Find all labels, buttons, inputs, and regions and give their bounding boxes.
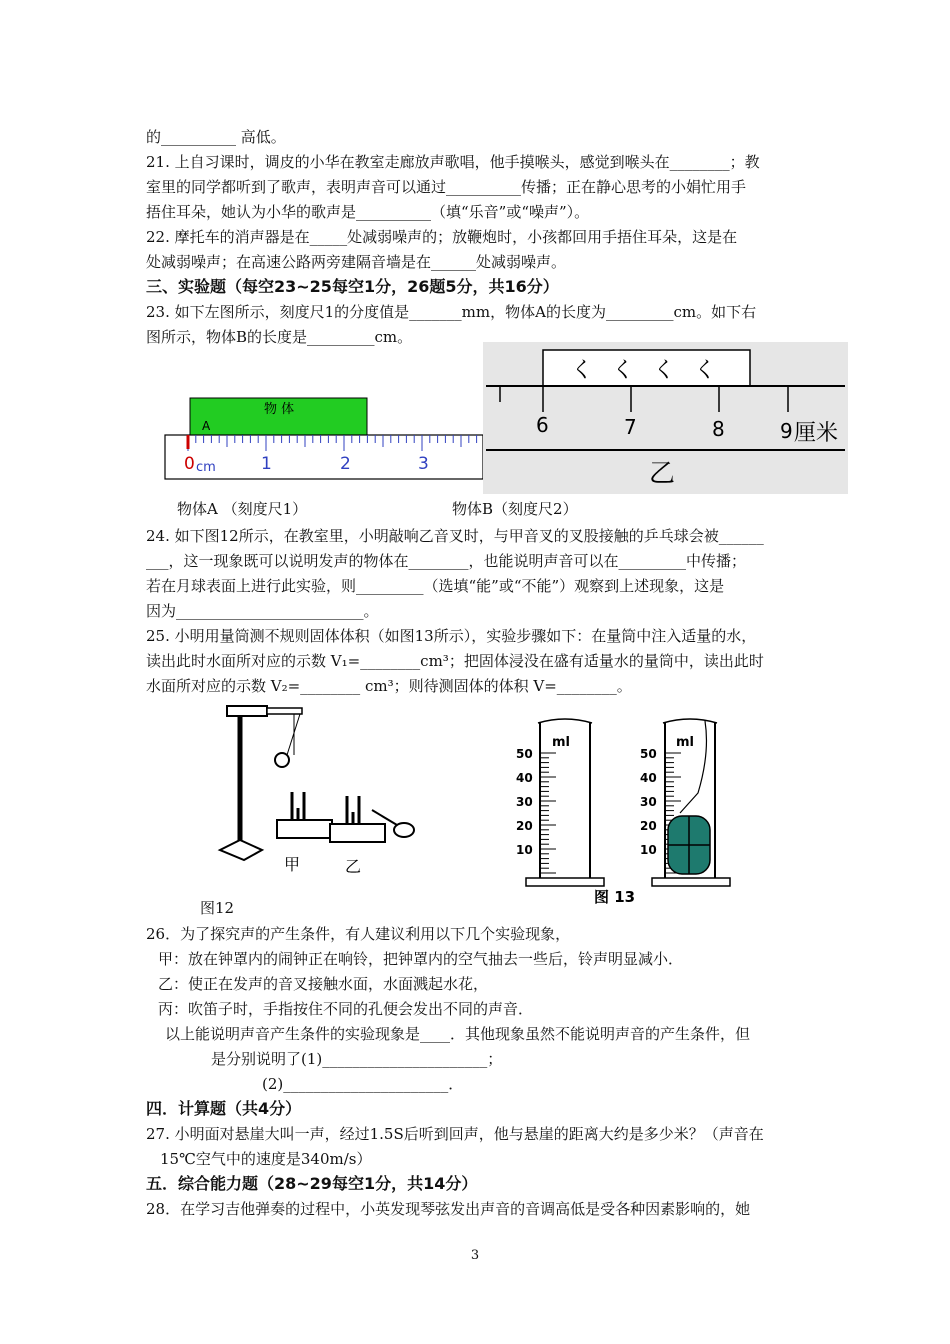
fig12-tuning-forks [212, 700, 422, 895]
q21-line3: 捂住耳朵，她认为小华的歌声是__________（填“乐音”或“噪声”）。 [146, 203, 590, 221]
svg-text:40: 40 [516, 771, 533, 785]
q28-line1: 28．在学习吉他弹奏的过程中，小英发现琴弦发出声音的音调高低是受各种因素影响的，她 [146, 1200, 751, 1218]
ruler1-tick-0: 0 [184, 454, 195, 474]
q24-line2: ___，这一现象既可以说明发声的物体在________，也能说明声音可以在_________中传播； [146, 552, 747, 570]
fig12-jia: 甲 [284, 855, 301, 874]
q24-line4: 因为_________________________。 [146, 602, 379, 620]
q23-line2: 图所示，物体B的长度是_________cm。 [146, 328, 413, 346]
ruler2-yi: 乙 [649, 459, 676, 489]
q26-bing: 丙：吹笛子时，手指按住不同的孔便会发出不同的声音． [158, 1000, 534, 1018]
q23-line1: 23. 如下左图所示，刻度尺1的分度值是_______mm，物体A的长度为_________cm。如下右 [146, 303, 757, 321]
ruler1-caption: 物体A （刻度尺1） [177, 500, 308, 518]
q25-line2: 读出此时水面所对应的示数 V₁=________cm³；把固体浸没在盛有适量水的量筒中，读出此时 [146, 652, 764, 670]
q21-line1: 21. 上自习课时，调皮的小华在教室走廊放声歌唱，他手摸喉头，感觉到喉头在________；教 [146, 153, 760, 171]
ruler2-tick-6: 6 [536, 413, 549, 437]
q26-line6: 是分别说明了(1)______________________； [211, 1050, 503, 1068]
svg-text:40: 40 [640, 771, 657, 785]
page-number: 3 [470, 1248, 480, 1263]
q24-line1: 24. 如下图12所示，在教室里，小明敲响乙音叉时，与甲音叉的叉股接触的乒乓球会被______ [146, 527, 764, 545]
section5-heading: 五．综合能力题（28~29每空1分，共14分） [146, 1174, 478, 1193]
left-unit: ml [552, 735, 571, 750]
a-mark: A [202, 419, 211, 433]
svg-text:50: 50 [516, 747, 533, 761]
object-a-label: 物 体 [264, 402, 295, 417]
q20-tail: 的__________ 高低。 [146, 128, 286, 146]
ruler1-tick-3: 3 [418, 454, 429, 474]
q21-line2: 室里的同学都听到了歌声，表明声音可以通过__________传播；正在静心思考的小娟忙用手 [146, 178, 747, 196]
q22-line1: 22. 摩托车的消声器是在_____处减弱噪声的；放鞭炮时，小孩都回用手捂住耳朵，这是在 [146, 228, 738, 246]
q26-line1: 26．为了探究声的产生条件，有人建议利用以下几个实验现象， [146, 925, 571, 943]
q26-line7: (2)______________________． [262, 1075, 464, 1093]
ruler1-unit: cm [196, 460, 216, 475]
ruler1-figure [160, 395, 485, 485]
q26-line5: 以上能说明声音产生条件的实验现象是____．其他现象虽然不能说明声音的产生条件，但 [165, 1025, 751, 1043]
fig12-caption: 图12 [200, 899, 235, 917]
svg-text:30: 30 [516, 795, 533, 809]
svg-text:10: 10 [640, 843, 657, 857]
section3-heading: 三、实验题（每空23~25每空1分，26题5分，共16分） [146, 277, 559, 296]
q26-yi: 乙：使正在发声的音叉接触水面，水面溅起水花， [158, 975, 489, 993]
section4-heading: 四．计算题（共4分） [146, 1099, 302, 1118]
right-unit: ml [676, 735, 695, 750]
q26-jia: 甲：放在钟罩内的闹钟正在响铃，把钟罩内的空气抽去一些后，铃声明显减小． [158, 950, 684, 968]
q25-line1: 25. 小明用量筒测不规则固体体积（如图13所示），实验步骤如下：在量筒中注入适量的水， [146, 627, 757, 645]
ruler2-tick-8: 8 [712, 417, 725, 441]
ruler2-tick-9: 9 [780, 419, 793, 443]
q25-line3: 水面所对应的示数 V₂=________ cm³；则待测固体的体积 V=________。 [146, 677, 632, 695]
svg-text:50: 50 [640, 747, 657, 761]
object-b-marks: く く く く [571, 358, 722, 383]
fig13-cylinders [510, 713, 745, 905]
svg-text:30: 30 [640, 795, 657, 809]
q24-line3: 若在月球表面上进行此实验，则_________（选填“能”或“不能”）观察到上述现象，这是 [146, 577, 725, 595]
ruler1-tick-2: 2 [340, 454, 351, 474]
fig13-caption: 图 13 [594, 888, 636, 905]
svg-text:10: 10 [516, 843, 533, 857]
ruler2-figure [483, 342, 848, 494]
q27-line2: 15℃空气中的速度是340m/s） [160, 1150, 372, 1168]
q22-line2: 处减弱噪声；在高速公路两旁建隔音墙是在______处减弱噪声。 [146, 253, 567, 271]
ruler2-caption: 物体B（刻度尺2） [452, 500, 578, 518]
ruler1-tick-1: 1 [261, 454, 272, 474]
svg-text:20: 20 [640, 819, 657, 833]
ruler2-unit: 厘米 [794, 421, 839, 446]
fig12-yi: 乙 [345, 857, 362, 876]
ruler2-tick-7: 7 [624, 415, 637, 439]
svg-text:20: 20 [516, 819, 533, 833]
q27-line1: 27. 小明面对悬崖大叫一声，经过1.5S后听到回声，他与悬崖的距离大约是多少米？（声音在 [146, 1125, 764, 1143]
